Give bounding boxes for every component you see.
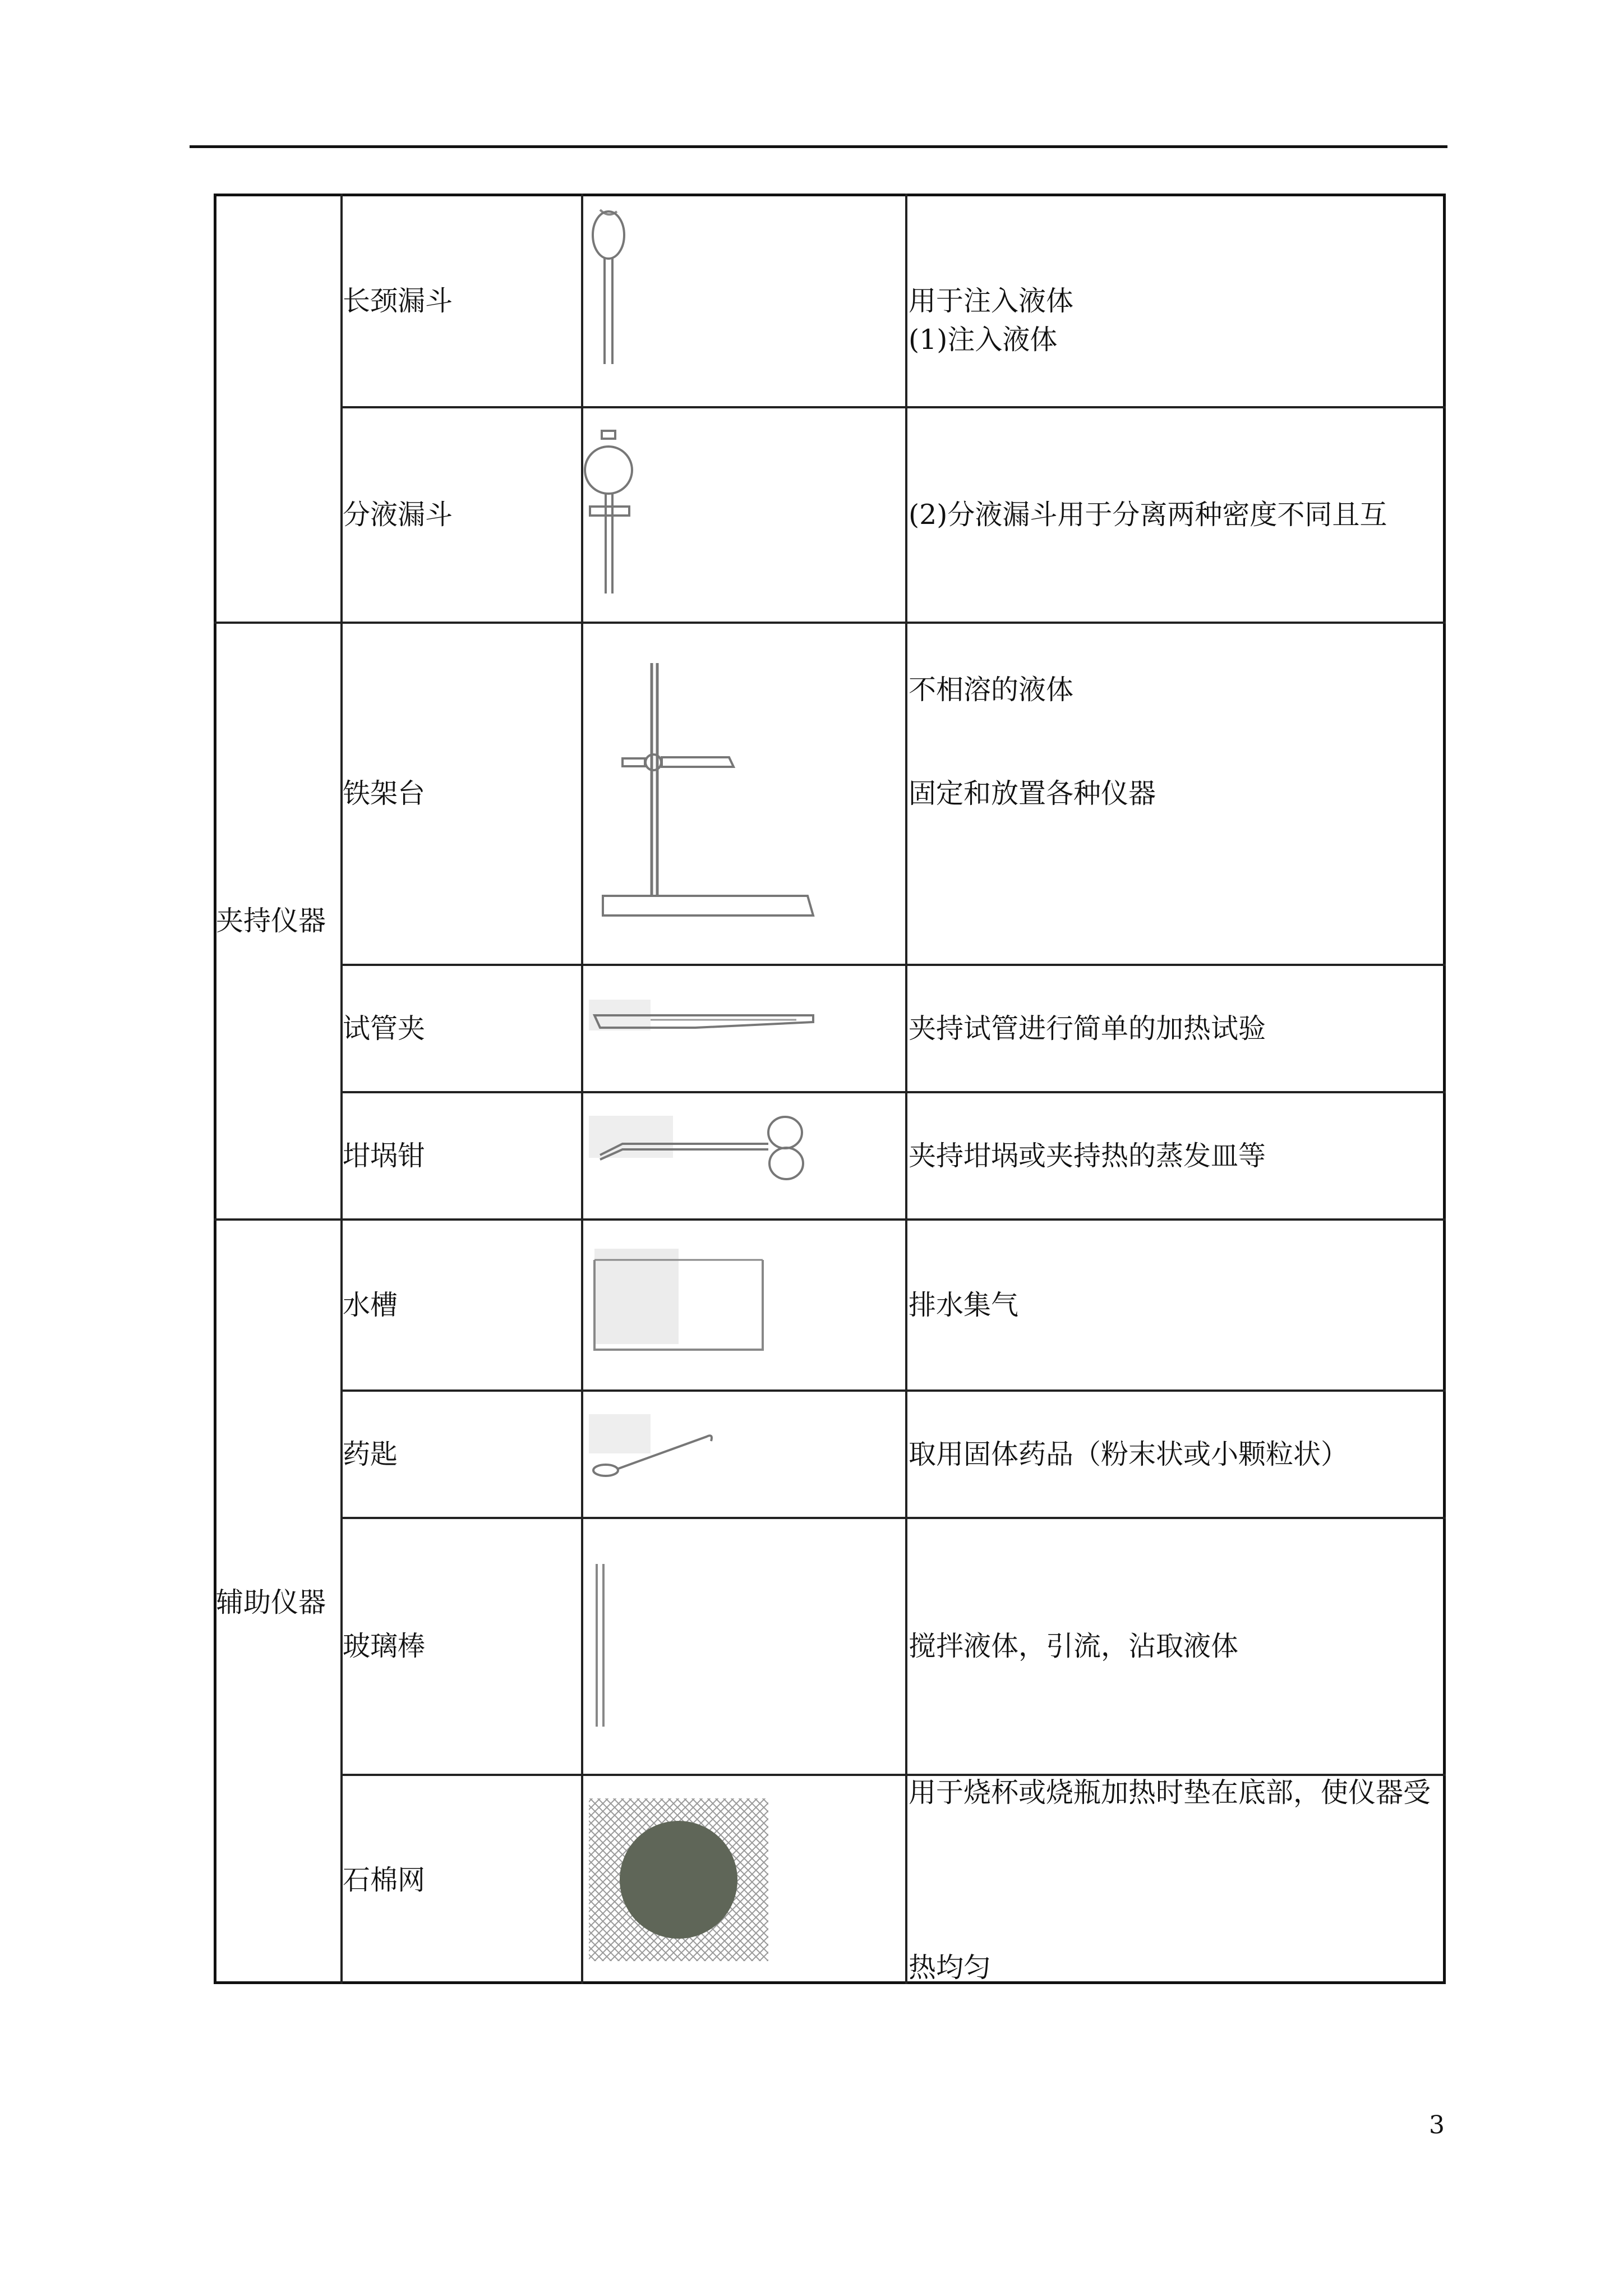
usage-cell bbox=[907, 966, 1446, 1091]
table-row bbox=[343, 196, 581, 406]
table-row bbox=[343, 1776, 581, 1984]
usage-cell bbox=[907, 324, 1446, 706]
medicine-spoon-icon bbox=[583, 1392, 905, 1517]
usage-text: 取用固体药品（粉末状或小颗粒状） bbox=[909, 1438, 1349, 1470]
table-row bbox=[343, 1519, 581, 1774]
glass-rod-icon bbox=[583, 1519, 905, 1774]
group-label-text: 辅助仪器 bbox=[216, 1586, 326, 1618]
table-row bbox=[343, 624, 581, 964]
apparatus-image bbox=[583, 1093, 905, 1218]
group-label-text: 夹持仪器 bbox=[216, 905, 326, 937]
apparatus-image bbox=[583, 408, 905, 622]
apparatus-name: 分液漏斗 bbox=[343, 499, 453, 531]
group-label bbox=[216, 624, 340, 1218]
header-rule bbox=[190, 145, 1447, 148]
apparatus-name: 药匙 bbox=[343, 1438, 398, 1470]
apparatus-name: 玻璃棒 bbox=[343, 1630, 426, 1662]
iron-stand-icon bbox=[583, 624, 905, 964]
usage-cell bbox=[907, 624, 1446, 964]
separatory-funnel-icon bbox=[583, 408, 905, 622]
test-tube-clamp-icon bbox=[583, 966, 905, 1091]
asbestos-gauze-icon bbox=[583, 1776, 905, 1984]
apparatus-name: 石棉网 bbox=[343, 1864, 426, 1896]
apparatus-image bbox=[583, 1776, 905, 1984]
usage-text: 固定和放置各种仪器 bbox=[909, 777, 1156, 809]
usage-line: 用于烧杯或烧瓶加热时垫在底部，使仪器受 bbox=[909, 1776, 1431, 1809]
usage-text: 用于注入液体 bbox=[909, 284, 1074, 317]
apparatus-name: 铁架台 bbox=[343, 777, 426, 809]
table-row bbox=[343, 1093, 581, 1218]
usage-cell bbox=[907, 1093, 1446, 1218]
apparatus-image bbox=[583, 1221, 905, 1389]
table-row bbox=[343, 1392, 581, 1517]
apparatus-name: 水槽 bbox=[343, 1289, 398, 1321]
crucible-tongs-icon bbox=[583, 1093, 905, 1218]
long-neck-funnel-icon bbox=[583, 196, 905, 406]
usage-line: 热均匀 bbox=[909, 1951, 992, 1984]
usage-text: 排水集气 bbox=[909, 1289, 1019, 1321]
usage-line: (1)注入液体 bbox=[909, 324, 1058, 356]
usage-cell bbox=[907, 1392, 1446, 1517]
usage-text: 夹持坩埚或夹持热的蒸发皿等 bbox=[909, 1139, 1266, 1172]
apparatus-name: 试管夹 bbox=[343, 1012, 426, 1045]
usage-cell bbox=[907, 1221, 1446, 1389]
usage-cell bbox=[907, 1776, 1446, 1984]
group-label bbox=[216, 1221, 340, 1984]
usage-line: 不相溶的液体 bbox=[909, 674, 1074, 706]
apparatus-name: 长颈漏斗 bbox=[343, 284, 453, 317]
usage-text: 夹持试管进行简单的加热试验 bbox=[909, 1012, 1266, 1045]
apparatus-image bbox=[583, 1519, 905, 1774]
water-trough-icon bbox=[583, 1221, 905, 1389]
apparatus-name: 坩埚钳 bbox=[343, 1139, 426, 1172]
table-row bbox=[343, 1221, 581, 1389]
apparatus-image bbox=[583, 196, 905, 406]
apparatus-image bbox=[583, 1392, 905, 1517]
apparatus-image bbox=[583, 624, 905, 964]
table-row bbox=[343, 408, 581, 622]
usage-line: (2)分液漏斗用于分离两种密度不同且互 bbox=[909, 499, 1387, 531]
usage-text bbox=[909, 1647, 1431, 2114]
apparatus-image bbox=[583, 966, 905, 1091]
usage-text: 搅拌液体，引流，沾取液体 bbox=[909, 1630, 1239, 1662]
page-number: 3 bbox=[1429, 2111, 1445, 2139]
table-row bbox=[343, 966, 581, 1091]
